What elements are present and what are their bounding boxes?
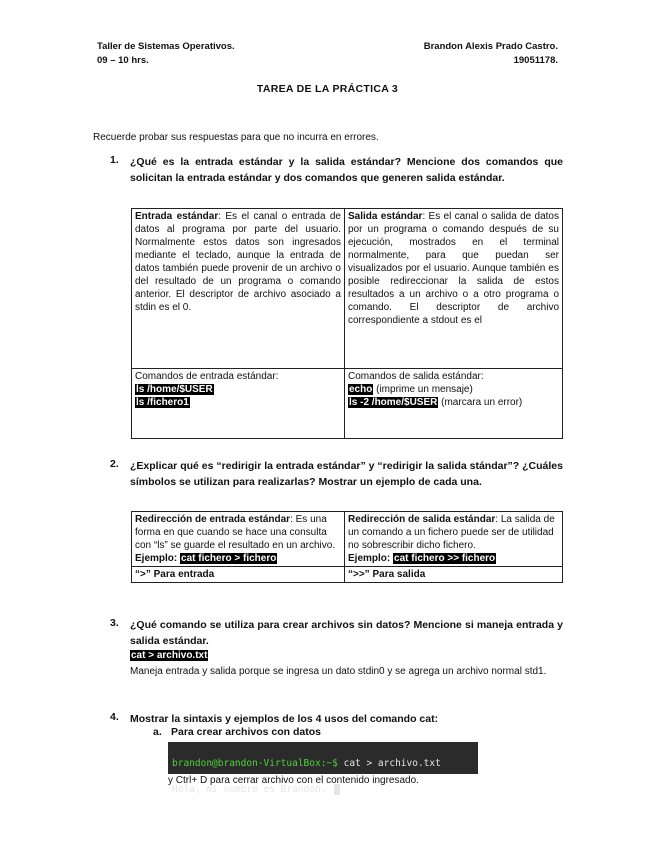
q1-table — [131, 208, 563, 439]
page-title: TAREA DE LA PRÁCTICA 3 — [256, 83, 399, 95]
input-redirection-definition: : Es una forma en que cuando se hace una consulta con “ls” se guarde el resultado en un archivo. — [135, 514, 336, 551]
q2-number: 2. — [110, 458, 119, 470]
q2-table — [131, 511, 563, 583]
course-name: Taller de Sistemas Operativos. — [97, 41, 235, 52]
q3-answer: Maneja entrada y salida porque se ingresa un dato stdin0 y se agrega un archivo normal std1. — [130, 666, 547, 677]
q1-number: 1. — [110, 154, 119, 166]
q1-question: ¿Qué es la entrada estándar y la salida estándar? Mencione dos comandos que solicitan la entrada estándar y dos comandos que generen salida estándar. — [130, 156, 563, 184]
q4-question: Mostrar la sintaxis y ejemplos de los 4 usos del comando cat: — [130, 713, 439, 725]
output-symbol: “>>” Para salida — [345, 567, 563, 583]
output-example-command: cat fichero >> fichero — [394, 553, 496, 564]
q3-question: ¿Qué comando se utiliza para crear archivos sin datos? Mencione si maneja entrada y salida estándar. — [130, 619, 563, 647]
stdin-commands-cell — [132, 369, 345, 439]
input-redirection-term: Redirección de entrada estándar — [135, 514, 291, 525]
stdout-definition: : Es el canal o salida de datos por un programa o comando después de su ejecución, mostrados en el terminal normalmente, para que puedan ser visualizados por el usuario. Aunque también es posible redireccionar la salida de estos resultados a un archivo o a otro programa o comando. El descriptor de archivo correspondiente a stdout es el — [348, 211, 559, 326]
terminal-prompt: brandon@brandon-VirtualBox:~$ — [172, 758, 338, 769]
stdout-commands-cell — [345, 369, 563, 439]
stdin-term: Entrada estándar — [135, 211, 219, 222]
stdout-command-2: ls -2 /home/$USER — [349, 397, 438, 408]
stdout-command-2-note: (marcara un error) — [438, 397, 523, 408]
output-redirection-definition: : La salida de un comando a un fichero puede ser de utilidad no sobrescribir dicho fichero. — [348, 514, 555, 551]
q4-sub-letter: a. — [153, 726, 162, 738]
stdout-commands-label: Comandos de salida estándar: — [348, 371, 484, 382]
stdout-definition-cell — [345, 209, 563, 369]
output-redirection-term: Redirección de salida estándar — [348, 514, 496, 525]
stdout-command-1-note: (imprime un mensaje) — [373, 384, 473, 395]
terminal-output-line: Hola, mi nombre es Brandon. — [172, 784, 327, 795]
stdin-command-2: ls /fichero1 — [136, 397, 189, 408]
q4-note: y Ctrl+ D para cerrar archivo con el contenido ingresado. — [168, 775, 419, 786]
student-id: 19051178. — [513, 55, 558, 66]
stdin-command-1: ls /home/$USER — [136, 384, 213, 395]
q4-sub-question: Para crear archivos con datos — [171, 726, 321, 738]
q3-number: 3. — [110, 617, 119, 629]
q2-question: ¿Explicar qué es “redirigir la entrada estándar” y “redirigir la salida stándar”? ¿Cuáles símbolos se utilizan para realizarlas? Mostrar un ejemplo de cada una. — [130, 460, 563, 488]
terminal-command: cat > archivo.txt — [337, 758, 441, 769]
stdout-command-1: echo — [349, 384, 373, 395]
q3-command: cat > archivo.txt — [131, 650, 208, 661]
q4-number: 4. — [110, 711, 119, 723]
class-schedule: 09 – 10 hrs. — [97, 55, 149, 66]
input-example-label: Ejemplo: — [135, 553, 181, 564]
intro-text: Recuerde probar sus respuestas para que no incurra en errores. — [93, 132, 379, 143]
input-symbol: “>” Para entrada — [132, 567, 345, 583]
output-redirection-cell — [345, 512, 563, 567]
stdout-term: Salida estándar — [348, 211, 423, 222]
output-example-label: Ejemplo: — [348, 553, 394, 564]
stdin-commands-label: Comandos de entrada estándar: — [135, 371, 279, 382]
stdin-definition: : Es el canal o entrada de datos al programa por parte del usuario. Normalmente estos datos son ingresados mediante el teclado, aunque la entrada de datos también puede provenir de un archivo o del resultado de un programa o comando anterior. El descriptor de archivo asociado a stdin es el 0. — [135, 211, 341, 313]
input-redirection-cell — [132, 512, 345, 567]
student-name: Brandon Alexis Prado Castro. — [423, 41, 558, 52]
stdin-definition-cell — [132, 209, 345, 369]
input-example-command: cat fichero > fichero — [181, 553, 277, 564]
